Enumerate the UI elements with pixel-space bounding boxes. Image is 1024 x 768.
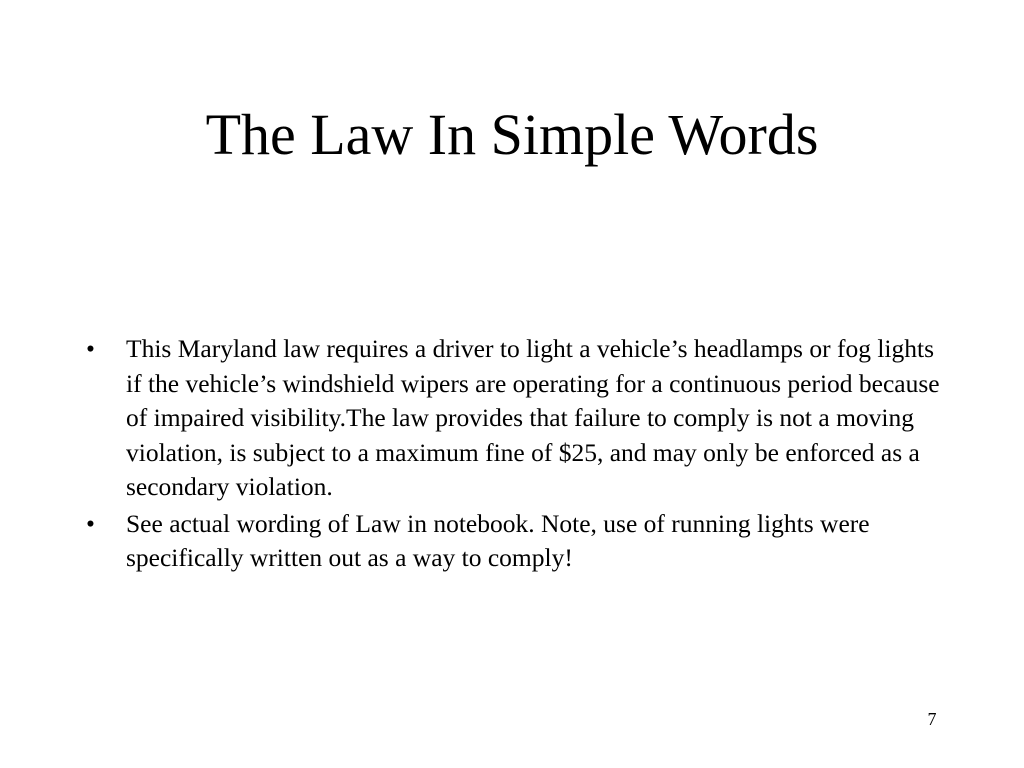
bullet-dot-icon: • xyxy=(86,334,95,363)
bullet-text: This Maryland law requires a driver to light a vehicle’s headlamps or fog lights if the vehicle’s windshield wipers are operating for a continuous period because of impaired visibility.The law provides that failure to comply is not a moving violation, is subject to a maximum fine of $25, and may only be enforced as a secondary violation. xyxy=(126,334,940,501)
slide-title: The Law In Simple Words xyxy=(205,102,819,167)
bullet-list xyxy=(86,332,946,578)
bullet-item xyxy=(86,332,946,505)
bullet-dot-icon: • xyxy=(86,508,95,538)
bullet-item xyxy=(86,507,946,576)
bullet-text: See actual wording of Law in notebook. Note, use of running lights were specifically written out as a way to comply! xyxy=(126,508,870,572)
page-number: 7 xyxy=(927,709,937,729)
